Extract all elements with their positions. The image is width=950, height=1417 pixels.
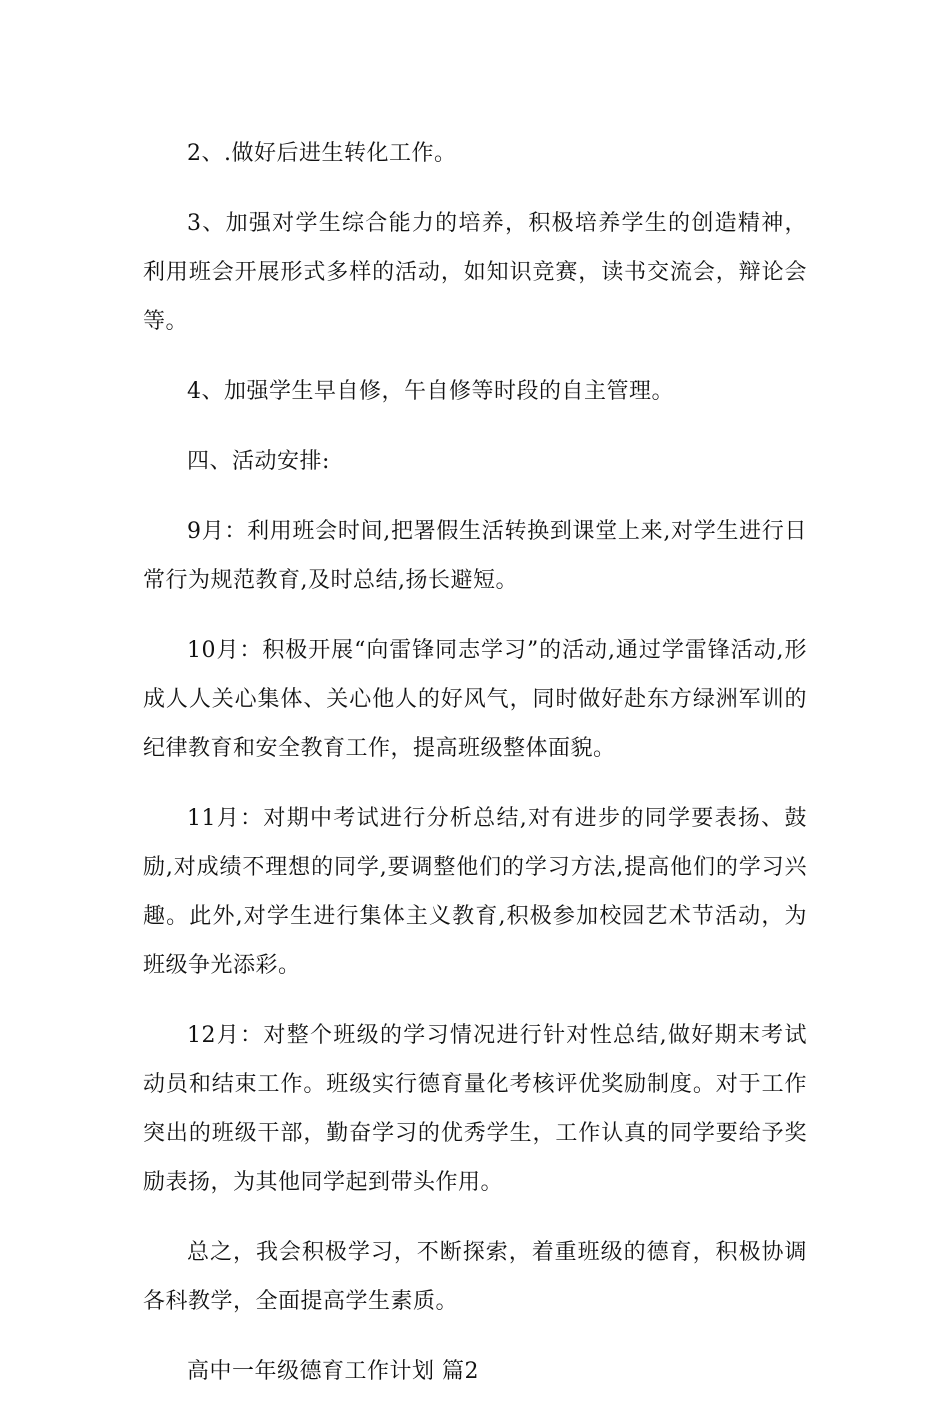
document-page <box>143 129 807 1417</box>
paragraph-summary: 总之，我会积极学习，不断探索，着重班级的德育，积极协调各科教学，全面提高学生素质。 <box>143 1240 807 1314</box>
section-title-part2: 高中一年级德育工作计划 篇2 <box>187 1359 479 1384</box>
paragraph-item-3: 3、加强对学生综合能力的培养，积极培养学生的创造精神，利用班会开展形式多样的活动，如知识竞赛，读书交流会，辩论会等。 <box>143 211 807 334</box>
paragraph-december: 12月：对整个班级的学习情况进行针对性总结,做好期末考试动员和结束工作。班级实行德育量化考核评优奖励制度。对于工作突出的班级干部，勤奋学习的优秀学生，工作认真的同学要给予奖励表扬，为其他同学起到带头作用。 <box>143 1023 807 1195</box>
section-heading-activities: 四、活动安排: <box>187 449 330 474</box>
paragraph-item-4: 4、加强学生早自修，午自修等时段的自主管理。 <box>187 379 674 404</box>
paragraph-september: 9月：利用班会时间,把署假生活转换到课堂上来,对学生进行日常行为规范教育,及时总结,扬长避短。 <box>143 519 807 593</box>
paragraph-october: 10月：积极开展“向雷锋同志学习”的活动,通过学雷锋活动,形成人人关心集体、关心他人的好风气，同时做好赴东方绿洲军训的纪律教育和安全教育工作，提高班级整体面貌。 <box>143 638 807 761</box>
paragraph-november: 11月：对期中考试进行分析总结,对有进步的同学要表扬、鼓励,对成绩不理想的同学,要调整他们的学习方法,提高他们的学习兴趣。此外,对学生进行集体主义教育,积极参加校园艺术节活动，为班级争光添彩。 <box>143 806 807 978</box>
paragraph-item-2: 2、.做好后进生转化工作。 <box>187 141 457 166</box>
